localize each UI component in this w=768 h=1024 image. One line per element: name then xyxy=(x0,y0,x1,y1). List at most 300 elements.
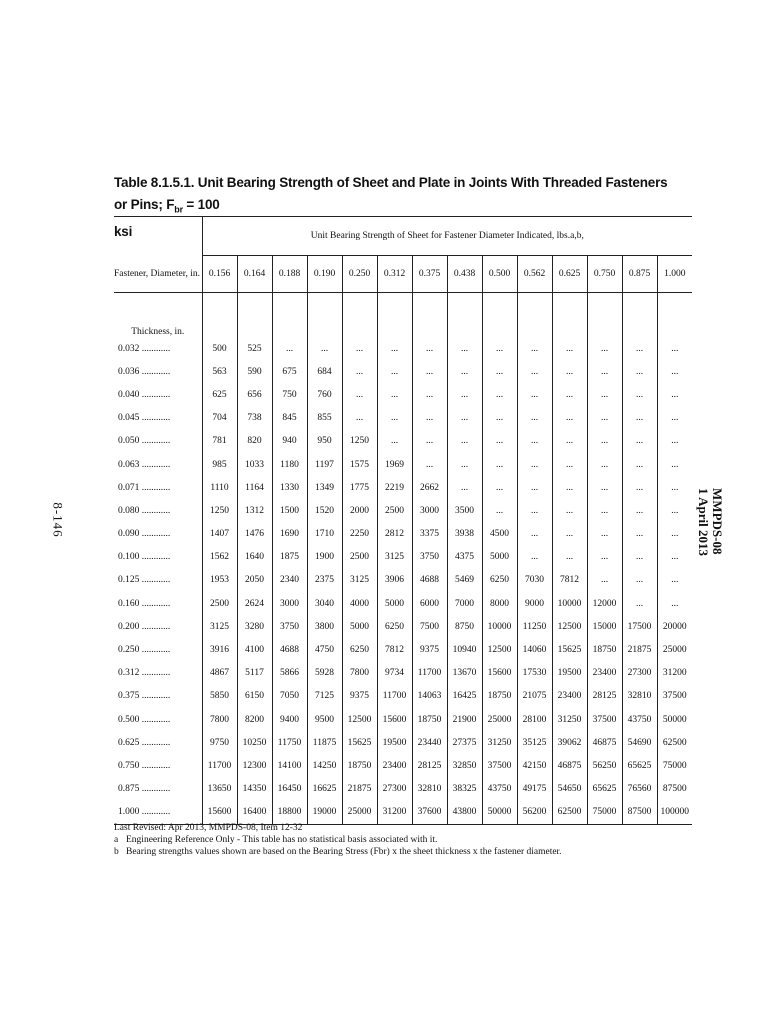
document-id-line2: 1 April 2013 xyxy=(695,488,711,556)
table-cell: 3750 xyxy=(412,546,447,569)
table-cell: ... xyxy=(342,360,377,383)
table-cell: 8000 xyxy=(482,592,517,615)
table-cell: ... xyxy=(622,407,657,430)
table-cell: 3938 xyxy=(447,523,482,546)
table-cell: 31200 xyxy=(377,801,412,825)
table-cell: 43750 xyxy=(482,778,517,801)
table-cell: 9000 xyxy=(517,592,552,615)
table-cell: 32810 xyxy=(622,685,657,708)
table-cell: 563 xyxy=(202,360,237,383)
table-cell: 3125 xyxy=(342,569,377,592)
table-cell: 21875 xyxy=(342,778,377,801)
table-cell: 21075 xyxy=(517,685,552,708)
table-cell: ... xyxy=(412,407,447,430)
table-cell: 656 xyxy=(237,383,272,406)
table-cell: 760 xyxy=(307,383,342,406)
footnote-a-mark: a xyxy=(114,835,119,845)
table-cell: 65625 xyxy=(622,754,657,777)
footnote-b xyxy=(114,846,674,858)
thickness-spacer xyxy=(622,293,657,338)
column-header-8: 0.500 xyxy=(482,256,517,293)
table-cell: ... xyxy=(657,499,692,522)
table-row xyxy=(114,523,692,546)
table-cell: 75000 xyxy=(587,801,622,825)
table-cell: ... xyxy=(412,383,447,406)
table-cell: ... xyxy=(657,476,692,499)
table-cell: ... xyxy=(517,407,552,430)
table-cell: 65625 xyxy=(587,778,622,801)
table-cell: ... xyxy=(657,337,692,360)
table-cell: 1575 xyxy=(342,453,377,476)
table-cell: ... xyxy=(622,476,657,499)
table-cell: 738 xyxy=(237,407,272,430)
column-header-10: 0.625 xyxy=(552,256,587,293)
table-cell: 15625 xyxy=(342,731,377,754)
table-cell: ... xyxy=(657,430,692,453)
table-cell: 11700 xyxy=(202,754,237,777)
table-cell: 10940 xyxy=(447,638,482,661)
table-cell: ... xyxy=(517,383,552,406)
table-cell: 1330 xyxy=(272,476,307,499)
table-row xyxy=(114,546,692,569)
column-header-row xyxy=(114,256,692,293)
table-cell: 27300 xyxy=(622,662,657,685)
table-cell: ... xyxy=(587,499,622,522)
table-cell: 590 xyxy=(237,360,272,383)
table-cell: ... xyxy=(517,360,552,383)
table-cell: 12500 xyxy=(342,708,377,731)
table-cell: 3000 xyxy=(412,499,447,522)
row-thickness-label: 0.200 ............ xyxy=(118,621,171,632)
table-cell: ... xyxy=(622,360,657,383)
bearing-strength-table xyxy=(114,216,692,825)
row-thickness-label: 1.000 ............ xyxy=(114,801,202,825)
column-header-3: 0.190 xyxy=(307,256,342,293)
table-cell: 1500 xyxy=(272,499,307,522)
row-thickness-label: 0.071 ............ xyxy=(118,482,171,493)
table-row xyxy=(114,360,692,383)
table-cell: 14100 xyxy=(272,754,307,777)
table-cell: 8200 xyxy=(237,708,272,731)
table-cell: 38325 xyxy=(447,778,482,801)
table-cell: 15600 xyxy=(202,801,237,825)
table-cell: 12000 xyxy=(587,592,622,615)
table-cell: 6250 xyxy=(377,615,412,638)
thickness-spacer xyxy=(587,293,622,338)
table-cell: 3125 xyxy=(377,546,412,569)
row-thickness-label: 0.125 ............ xyxy=(118,575,171,586)
footnote-b-text: Bearing strengths values shown are based on the Bearing Stress (Fbr) x the sheet thickness x the fastener diameter. xyxy=(126,847,562,857)
table-cell: ... xyxy=(587,569,622,592)
table-cell: 5000 xyxy=(482,546,517,569)
table-row xyxy=(114,430,692,453)
table-cell: ... xyxy=(342,337,377,360)
thickness-spacer xyxy=(482,293,517,338)
table-cell: 62500 xyxy=(552,801,587,825)
table-cell: 18750 xyxy=(412,708,447,731)
table-cell: 31250 xyxy=(552,708,587,731)
table-cell: 12300 xyxy=(237,754,272,777)
table-cell: 19500 xyxy=(377,731,412,754)
table-cell: 27300 xyxy=(377,778,412,801)
page-number: 8-146 xyxy=(50,502,66,538)
table-cell: ... xyxy=(447,383,482,406)
table-cell: 3125 xyxy=(202,615,237,638)
table-cell: 2050 xyxy=(237,569,272,592)
table-cell: 11750 xyxy=(272,731,307,754)
table-cell: ... xyxy=(622,592,657,615)
group-header-spacer xyxy=(114,217,202,256)
column-header-0: 0.156 xyxy=(202,256,237,293)
table-cell: ... xyxy=(377,407,412,430)
table-cell: 46875 xyxy=(552,754,587,777)
table-cell: 31250 xyxy=(482,731,517,754)
table-cell: 43800 xyxy=(447,801,482,825)
table-cell: 54690 xyxy=(622,731,657,754)
table-cell: 750 xyxy=(272,383,307,406)
table-cell: ... xyxy=(447,453,482,476)
table-title-line2: ksi xyxy=(114,223,133,239)
table-cell: 15600 xyxy=(377,708,412,731)
table-cell: ... xyxy=(447,476,482,499)
table-cell: 23440 xyxy=(412,731,447,754)
table-cell: ... xyxy=(412,453,447,476)
row-thickness-label: 0.750 ............ xyxy=(118,760,171,771)
thickness-spacer xyxy=(552,293,587,338)
table-cell: 4000 xyxy=(342,592,377,615)
table-cell: 6000 xyxy=(412,592,447,615)
table-cell: 1562 xyxy=(202,546,237,569)
table-cell: 56250 xyxy=(587,754,622,777)
table-cell: 62500 xyxy=(657,731,692,754)
table-cell: 11250 xyxy=(517,615,552,638)
table-cell: ... xyxy=(552,499,587,522)
table-cell: 6150 xyxy=(237,685,272,708)
table-cell: ... xyxy=(447,407,482,430)
table-cell: 3750 xyxy=(272,615,307,638)
table-cell: ... xyxy=(412,337,447,360)
table-cell: ... xyxy=(622,453,657,476)
table-cell: 675 xyxy=(272,360,307,383)
table-cell: ... xyxy=(657,453,692,476)
table-cell: 54650 xyxy=(552,778,587,801)
table-cell: ... xyxy=(447,430,482,453)
table-cell: 2500 xyxy=(377,499,412,522)
table-cell: ... xyxy=(622,383,657,406)
table-cell: 37500 xyxy=(587,708,622,731)
table-cell: 32810 xyxy=(412,778,447,801)
last-revised: Last Revised: Apr 2013, MMPDS-08, Item 12-32 xyxy=(114,823,303,833)
table-title-main: Table 8.1.5.1. Unit Bearing Strength of Sheet and Plate in Joints With Threaded Fasteners or Pins; F xyxy=(114,175,668,212)
table-cell: 14350 xyxy=(237,778,272,801)
table-cell: 1164 xyxy=(237,476,272,499)
row-thickness-label: 0.063 ............ xyxy=(118,459,171,470)
group-header-label: Unit Bearing Strength of Sheet for Fastener Diameter Indicated, lbs.a,b, xyxy=(202,217,692,256)
table-cell: 76560 xyxy=(622,778,657,801)
table-cell: 3000 xyxy=(272,592,307,615)
table-cell: 4688 xyxy=(272,638,307,661)
table-cell: 87500 xyxy=(622,801,657,825)
table-row xyxy=(114,383,692,406)
table-title-suffix: = 100 xyxy=(182,197,220,212)
table-cell: 2219 xyxy=(377,476,412,499)
table-cell: 28125 xyxy=(587,685,622,708)
row-thickness-label: 0.040 ............ xyxy=(118,389,171,400)
row-thickness-label: 0.375 ............ xyxy=(118,691,171,702)
table-cell: 16425 xyxy=(447,685,482,708)
table-cell: 25000 xyxy=(482,708,517,731)
table-cell: 25000 xyxy=(657,638,692,661)
table-cell: 1110 xyxy=(202,476,237,499)
table-cell: ... xyxy=(482,360,517,383)
table-cell: 9400 xyxy=(272,708,307,731)
table-cell: 2000 xyxy=(342,499,377,522)
table-cell: ... xyxy=(587,337,622,360)
table-cell: 37600 xyxy=(412,801,447,825)
table-cell: 704 xyxy=(202,407,237,430)
column-header-2: 0.188 xyxy=(272,256,307,293)
table-cell: 50000 xyxy=(657,708,692,731)
table-cell: 9750 xyxy=(202,731,237,754)
table-cell: 940 xyxy=(272,430,307,453)
table-row xyxy=(114,499,692,522)
table-cell: 2624 xyxy=(237,592,272,615)
table-cell: 17530 xyxy=(517,662,552,685)
table-cell: 25000 xyxy=(342,801,377,825)
table-cell: 15625 xyxy=(552,638,587,661)
thickness-spacer xyxy=(517,293,552,338)
table-cell: 9375 xyxy=(412,638,447,661)
table-cell: ... xyxy=(552,360,587,383)
table-cell: 684 xyxy=(307,360,342,383)
thickness-spacer xyxy=(447,293,482,338)
table-cell: 23400 xyxy=(552,685,587,708)
table-cell: 845 xyxy=(272,407,307,430)
table-cell: 1969 xyxy=(377,453,412,476)
table-cell: 2662 xyxy=(412,476,447,499)
table-cell: 820 xyxy=(237,430,272,453)
table-cell: 781 xyxy=(202,430,237,453)
thickness-header-label: Thickness, in. xyxy=(131,327,185,337)
table-cell: 1180 xyxy=(272,453,307,476)
table-row xyxy=(114,592,692,615)
table-cell: ... xyxy=(377,360,412,383)
row-thickness-label: 0.080 ............ xyxy=(118,505,171,516)
table-cell: 7125 xyxy=(307,685,342,708)
table-cell: 950 xyxy=(307,430,342,453)
thickness-header-row xyxy=(114,293,692,338)
column-header-5: 0.312 xyxy=(377,256,412,293)
table-cell: 7812 xyxy=(552,569,587,592)
table-cell: 1250 xyxy=(342,430,377,453)
row-thickness-label: 0.875 ............ xyxy=(118,784,171,795)
table-cell: 14063 xyxy=(412,685,447,708)
table-cell: ... xyxy=(447,360,482,383)
document-id-line1: MMPDS-08 xyxy=(709,488,725,555)
table-cell: 500 xyxy=(202,337,237,360)
table-cell: ... xyxy=(587,523,622,546)
table-cell: 46875 xyxy=(587,731,622,754)
table-cell: ... xyxy=(517,523,552,546)
table-cell: ... xyxy=(587,360,622,383)
table-cell: ... xyxy=(517,430,552,453)
table-cell: 15600 xyxy=(482,662,517,685)
table-cell: 5866 xyxy=(272,662,307,685)
table-cell: ... xyxy=(482,499,517,522)
thickness-spacer xyxy=(202,293,237,338)
table-cell: 14060 xyxy=(517,638,552,661)
table-cell: 100000 xyxy=(657,801,692,825)
row-thickness-label: 0.045 ............ xyxy=(118,413,171,424)
table-cell: 17500 xyxy=(622,615,657,638)
table-cell: 3916 xyxy=(202,638,237,661)
table-cell: 4750 xyxy=(307,638,342,661)
thickness-spacer xyxy=(377,293,412,338)
table-cell: 7030 xyxy=(517,569,552,592)
table-cell: ... xyxy=(587,407,622,430)
table-cell: ... xyxy=(622,499,657,522)
table-row xyxy=(114,778,692,801)
table-cell: ... xyxy=(517,499,552,522)
footnote-a xyxy=(114,834,674,846)
table-cell: 985 xyxy=(202,453,237,476)
table-cell: ... xyxy=(307,337,342,360)
table-cell: 42150 xyxy=(517,754,552,777)
row-thickness-label: 0.250 ............ xyxy=(118,645,171,656)
table-cell: ... xyxy=(657,569,692,592)
table-cell: ... xyxy=(482,453,517,476)
table-cell: 5850 xyxy=(202,685,237,708)
table-row xyxy=(114,731,692,754)
column-header-13: 1.000 xyxy=(657,256,692,293)
table-cell: ... xyxy=(657,360,692,383)
table-cell: 49175 xyxy=(517,778,552,801)
table-cell: 8750 xyxy=(447,615,482,638)
table-cell: 4867 xyxy=(202,662,237,685)
row-thickness-label: 0.625 ............ xyxy=(118,737,171,748)
table-cell: 12500 xyxy=(482,638,517,661)
column-header-12: 0.875 xyxy=(622,256,657,293)
table-cell: 7800 xyxy=(342,662,377,685)
table-cell: ... xyxy=(377,337,412,360)
table-cell: 1349 xyxy=(307,476,342,499)
table-cell: 4100 xyxy=(237,638,272,661)
table-cell: ... xyxy=(342,407,377,430)
group-header-row xyxy=(114,217,692,256)
table-cell: 2500 xyxy=(342,546,377,569)
table-cell: ... xyxy=(272,337,307,360)
table-cell: 15000 xyxy=(587,615,622,638)
table-cell: 43750 xyxy=(622,708,657,731)
table-cell: 7800 xyxy=(202,708,237,731)
table-cell: 5928 xyxy=(307,662,342,685)
table-cell: 3800 xyxy=(307,615,342,638)
table-cell: 1033 xyxy=(237,453,272,476)
table-row xyxy=(114,685,692,708)
table-row xyxy=(114,407,692,430)
table-cell: 1520 xyxy=(307,499,342,522)
table-cell: 18750 xyxy=(342,754,377,777)
table-cell: 1875 xyxy=(272,546,307,569)
table-row xyxy=(114,638,692,661)
table-cell: ... xyxy=(447,337,482,360)
table-cell: 11700 xyxy=(377,685,412,708)
table-cell: 2340 xyxy=(272,569,307,592)
row-thickness-label: 0.160 ............ xyxy=(118,598,171,609)
table-cell: ... xyxy=(657,592,692,615)
table-cell: 12500 xyxy=(552,615,587,638)
table-cell: ... xyxy=(622,337,657,360)
table-cell: 3040 xyxy=(307,592,342,615)
footnote-b-mark: b xyxy=(114,847,119,857)
row-thickness-label: 0.100 ............ xyxy=(118,552,171,563)
table-cell: 18750 xyxy=(587,638,622,661)
table-cell: ... xyxy=(552,476,587,499)
table-cell: 1476 xyxy=(237,523,272,546)
table-cell: 21875 xyxy=(622,638,657,661)
table-cell: 1690 xyxy=(272,523,307,546)
table-cell: 6250 xyxy=(482,569,517,592)
row-thickness-label: 0.050 ............ xyxy=(118,436,171,447)
table-cell: ... xyxy=(587,476,622,499)
table-cell: 1900 xyxy=(307,546,342,569)
table-cell: ... xyxy=(587,546,622,569)
table-cell: 4375 xyxy=(447,546,482,569)
table-cell: ... xyxy=(552,430,587,453)
table-cell: 75000 xyxy=(657,754,692,777)
table-cell: 10250 xyxy=(237,731,272,754)
thickness-spacer xyxy=(342,293,377,338)
table-cell: 5000 xyxy=(342,615,377,638)
table-row xyxy=(114,569,692,592)
table-cell: 28100 xyxy=(517,708,552,731)
table-cell: 2375 xyxy=(307,569,342,592)
table-cell: 39062 xyxy=(552,731,587,754)
table-cell: ... xyxy=(482,337,517,360)
table-title-subscript: br xyxy=(174,204,183,215)
table-cell: 9734 xyxy=(377,662,412,685)
table-cell: 3280 xyxy=(237,615,272,638)
table-cell: ... xyxy=(552,546,587,569)
table-cell: 37500 xyxy=(482,754,517,777)
table-cell: 14250 xyxy=(307,754,342,777)
table-cell: 10000 xyxy=(552,592,587,615)
column-header-1: 0.164 xyxy=(237,256,272,293)
table-cell: 2812 xyxy=(377,523,412,546)
table-cell: ... xyxy=(552,383,587,406)
table-cell: 1953 xyxy=(202,569,237,592)
table-cell: ... xyxy=(412,430,447,453)
thickness-spacer xyxy=(412,293,447,338)
table-row xyxy=(114,476,692,499)
table-cell: 4500 xyxy=(482,523,517,546)
table-cell: ... xyxy=(482,476,517,499)
table-row xyxy=(114,662,692,685)
table-cell: ... xyxy=(552,337,587,360)
table-cell: ... xyxy=(517,337,552,360)
table-cell: 9500 xyxy=(307,708,342,731)
table-row xyxy=(114,754,692,777)
table-cell: 23400 xyxy=(377,754,412,777)
row-header-label: Fastener, Diameter, in. xyxy=(114,256,202,293)
column-header-4: 0.250 xyxy=(342,256,377,293)
table-cell: 5469 xyxy=(447,569,482,592)
table-cell: 16450 xyxy=(272,778,307,801)
table-cell: ... xyxy=(587,453,622,476)
table-cell: 7050 xyxy=(272,685,307,708)
table-cell: ... xyxy=(342,383,377,406)
table-cell: 5117 xyxy=(237,662,272,685)
